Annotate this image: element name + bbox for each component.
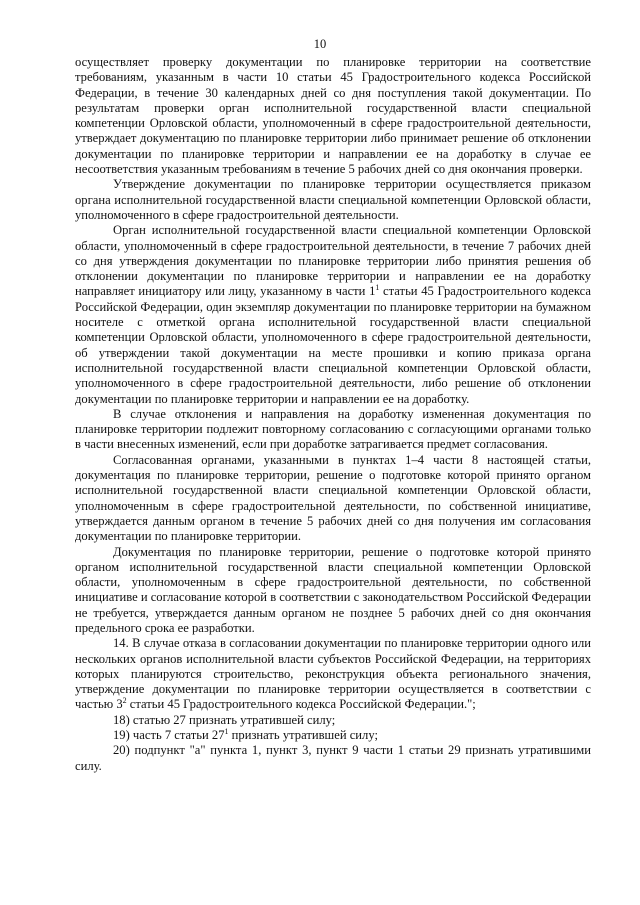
list-item-19 — [75, 728, 591, 743]
list-item-20: 20) подпункт "а" пункта 1, пункт 3, пункт 9 части 1 статьи 29 признать утратившими силу. — [75, 743, 591, 773]
page-number: 10 — [313, 37, 327, 51]
list-item-19-text-a: 19) часть 7 статьи 27 — [113, 728, 225, 743]
paragraph-7-text-a: 14. В случае отказа в согласовании документации по планировке территории одного или нескольких органов исполнительной власти субъектов Российской Федерации, на территориях которых планируются строительство, реконструкция объекта регионального значения, утверждение документации по планировке территории осуществляется в соответствии с частью 3 — [75, 636, 591, 712]
list-item-18: 18) статью 27 признать утратившей силу; — [113, 712, 336, 727]
list-item-19-text-b: признать утратившей силу; — [228, 728, 378, 743]
superscript-1: 1 — [375, 283, 380, 293]
paragraph-3-text-b: статьи 45 Градостроительного кодекса Российской Федерации, один экземпляр документации по планировке территории на бумажном носителе с отметкой органа исполнительной государственной власти специальной компетенции Орловской области, уполномоченного в сфере градостроительной деятельности, об утверждении такой документации на месте прошивки и копию приказа органа исполнительной государственной власти специальной компетенции Орловской области, уполномоченного в сфере градостроительной деятельности, либо решение об отклонении документации по планировке территории и направлении ее на доработку. — [75, 284, 591, 406]
paragraph-1: осуществляет проверку документации по планировке территории на соответствие требованиям, указанным в части 10 статьи 45 Градостроительного кодекса Российской Федерации, в течение 30 календарных дней со дня поступления такой документации. По результатам проверки орган исполнительной государственной власти специальной компетенции Орловской области, уполномоченный в сфере градостроительной деятельности, утверждает документацию по планировке территории либо принимает решение об отклонении документации по планировке территории и направлении ее на доработку в случае ее несоответствия указанным требованиям в течение 5 рабочих дней со дня окончания проверки. — [75, 55, 591, 177]
paragraph-6: Документация по планировке территории, решение о подготовке которой принято органом исполнительной государственной власти специальной компетенции Орловской области, уполномоченным в сфере градостроительной деятельности, по собственной инициативе и согласование которой в соответствии с законодательством Российской Федерации не требуется, утверждается данным органом не позднее 5 рабочих дней со дня окончания предельного срока ее разработки. — [75, 544, 591, 635]
paragraph-5: Согласованная органами, указанными в пунктах 1–4 части 8 настоящей статьи, документация по планировке территории, решение о подготовке которой принято органом исполнительной государственной власти специальной компетенции Орловской области, уполномоченным в сфере градостроительной деятельности, по собственной инициативе, утверждается данным органом в течение 5 рабочих дней со дня получения им согласования документации по планировке территории. — [75, 452, 591, 544]
paragraph-7 — [75, 636, 591, 712]
superscript-2: 2 — [122, 696, 127, 706]
paragraph-3 — [75, 223, 591, 407]
paragraph-7-text-b: статьи 45 Градостроительного кодекса Российской Федерации."; — [126, 697, 476, 712]
paragraph-3-text-a: Орган исполнительной государственной власти специальной компетенции Орловской области, уполномоченный в сфере градостроительной деятельности, в течение 7 рабочих дней со дня утверждения документации по планировке территории либо принятия решения об отклонении документации по планировке территории и направлении ее на доработку направляет инициатору или лицу, указанному в части 1 — [75, 223, 591, 299]
paragraph-4: В случае отклонения и направления на доработку измененная документация по планировке территории подлежит повторному согласованию с согласующими органами только в части внесенных изменений, если при доработке затрагивается предмет согласования. — [75, 406, 591, 452]
superscript-3: 1 — [224, 727, 229, 737]
paragraph-2: Утверждение документации по планировке территории осуществляется приказом органа исполнительной государственной власти специальной компетенции Орловской области, уполномоченного в сфере градостроительной деятельности. — [75, 177, 591, 222]
document-body — [75, 55, 591, 774]
